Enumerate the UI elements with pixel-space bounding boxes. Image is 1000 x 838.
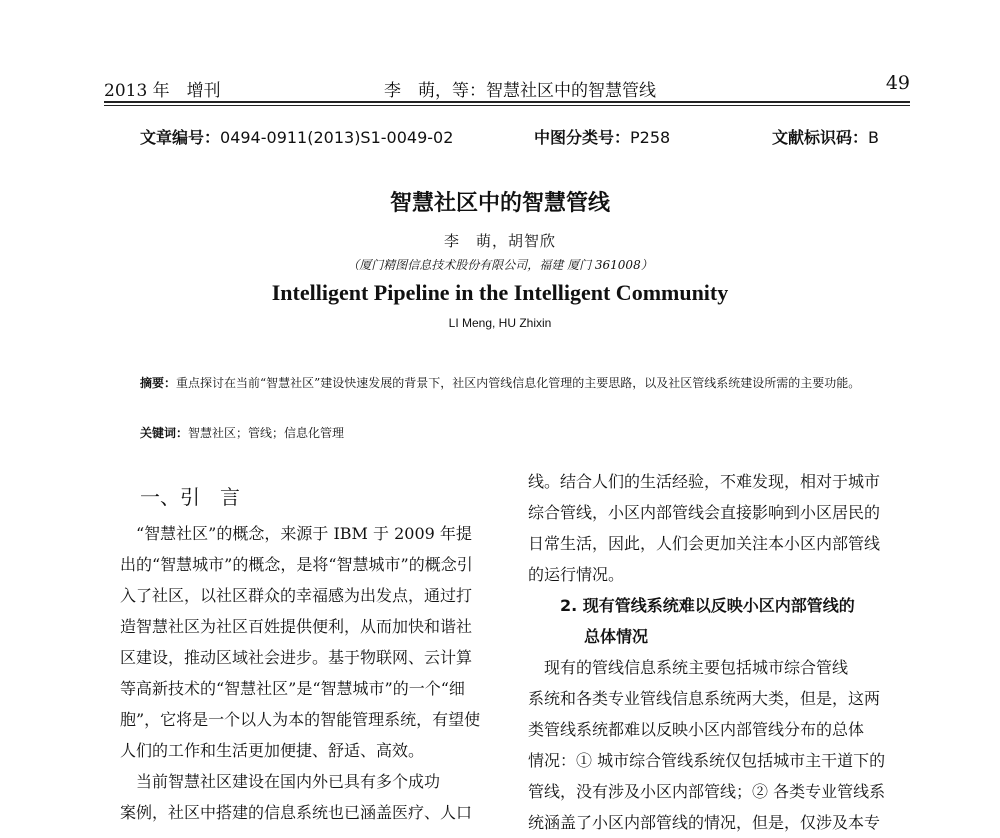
body-line: 造智慧社区为社区百姓提供便利，从而加快和谐社 [120, 617, 473, 636]
title-chinese: 智慧社区中的智慧管线 [389, 191, 610, 216]
article-id: 文章编号：0494-0911(2013)S1-0049-02 [140, 128, 454, 147]
abstract-label: 摘要： [140, 376, 177, 390]
document-code: 文献标识码：B [772, 128, 879, 147]
title-english: Intelligent Pipeline in the Intelligent Community [271, 280, 729, 305]
running-header [104, 72, 910, 100]
authors-english: LI Meng, HU Zhixin [448, 316, 552, 330]
body-line: 当前智慧社区建设在国内外已具有多个成功 [120, 772, 441, 791]
clc-number: 中图分类号：P258 [534, 128, 671, 147]
body-line: “智慧社区”的概念，来源于 IBM 于 2009 年提 [120, 524, 472, 543]
body-line: 等高新技术的“智慧社区”是“智慧城市”的一个“细 [120, 679, 465, 698]
subheading-2-continued: 总体情况 [584, 627, 649, 646]
journal-issue: 2013 年 增刊 [104, 81, 221, 101]
subheading-2: 2. 现有管线系统难以反映小区内部管线的 [560, 596, 855, 615]
keywords [140, 424, 344, 441]
body-line: 出的“智慧城市”的概念，是将“智慧城市”的概念引 [120, 555, 473, 574]
body-line: 人们的工作和生活更加便捷、舒适、高效。 [120, 741, 425, 760]
affiliation-chinese: （厦门精图信息技术股份有限公司，福建 厦门 361008） [347, 258, 653, 272]
body-line: 统涵盖了小区内部管线的情况，但是，仅涉及本专 [528, 813, 881, 832]
body-line: 线。结合人们的生活经验，不难发现，相对于城市 [528, 472, 881, 491]
body-line: 胞”，它将是一个以人为本的智能管理系统，有望使 [120, 710, 481, 729]
body-line: 综合管线，小区内部管线会直接影响到小区居民的 [528, 503, 881, 522]
page-number: 49 [885, 72, 910, 94]
keywords-text: 智慧社区；管线；信息化管理 [188, 426, 345, 440]
header-rule-thin [104, 105, 910, 106]
body-line: 入了社区，以社区群众的幸福感为出发点，通过打 [120, 586, 473, 605]
body-line: 类管线系统都难以反映小区内部管线分布的总体 [528, 720, 865, 739]
body-line: 日常生活，因此，人们会更加关注本小区内部管线 [528, 534, 881, 553]
right-column [528, 466, 923, 838]
body-line: 管线，没有涉及小区内部管线；② 各类专业管线系 [528, 782, 886, 801]
body-line: 情况：① 城市综合管线系统仅包括城市主干道下的 [528, 751, 886, 770]
keywords-label: 关键词： [140, 426, 189, 440]
body-line: 的运行情况。 [528, 565, 625, 584]
header-rule-thick [104, 101, 910, 103]
authors-chinese: 李 萌，胡智欣 [443, 232, 556, 250]
body-line: 系统和各类专业管线信息系统两大类，但是，这两 [528, 689, 881, 708]
running-title: 李 萌，等：智慧社区中的智慧管线 [384, 81, 656, 101]
body-line: 案例，社区中搭建的信息系统也已涵盖医疗、人口 [120, 803, 473, 822]
abstract [140, 373, 900, 394]
section-heading-introduction: 一、引 言 [140, 485, 240, 509]
body-line: 现有的管线信息系统主要包括城市综合管线 [528, 658, 849, 677]
body-line: 区建设，推动区域社会进步。基于物联网、云计算 [120, 648, 473, 667]
left-column [120, 518, 505, 828]
abstract-text: 重点探讨在当前“智慧社区”建设快速发展的背景下，社区内管线信息化管理的主要思路，以及社区管线系统建设所需的主要功能。 [176, 376, 861, 390]
